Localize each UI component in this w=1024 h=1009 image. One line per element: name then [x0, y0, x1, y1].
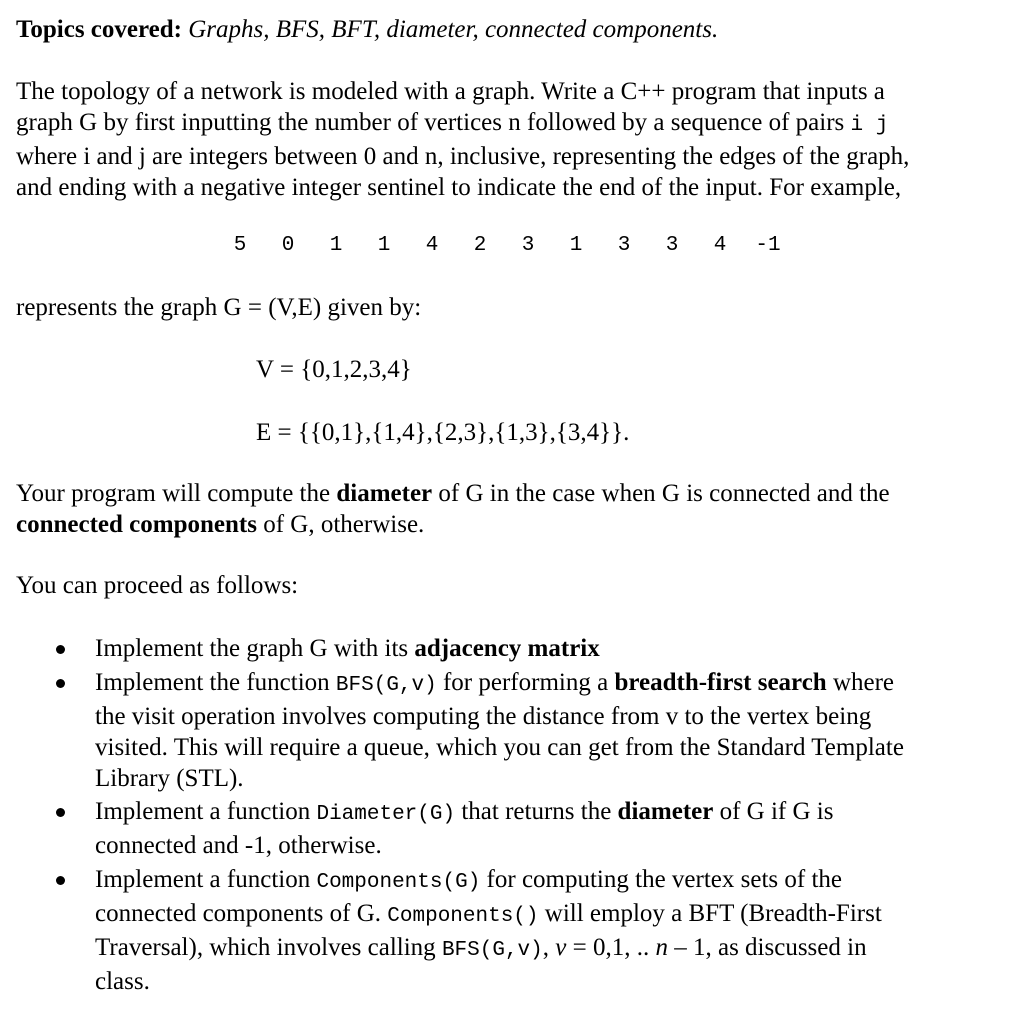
vertex-set: V = {0,1,2,3,4} [256, 356, 412, 383]
example-token: 2 [473, 234, 487, 257]
proceed-text: You can proceed as follows: [16, 572, 299, 599]
bullet-icon [56, 645, 65, 654]
intro-line: and ending with a negative integer sentinel to indicate the end of the input. For example, [16, 174, 902, 201]
list-item: Implement a function Components(G) for computing the vertex sets of the connected components of G. Components() will employ a BFT (Breadth-First Traversal), which involves calling BFS(G,v), v = 0,1, .. n – 1, as discussed in class. [16, 864, 1006, 997]
intro-paragraph [16, 76, 1001, 203]
intro-line: The topology of a network is modeled with a graph. Write a C++ program that inputs a [16, 78, 885, 105]
bullet-icon [56, 876, 65, 885]
list-item: Implement the function BFS(G,v) for performing a breadth-first search where the visit operation involves computing the distance from v to the vertex being visited. This will require a queue, which you can get from the Standard Template Library (STL). [16, 667, 1006, 794]
steps-list [16, 633, 1006, 997]
inline-code: BFS(G,v) [335, 674, 437, 697]
example-token: 3 [617, 234, 631, 257]
intro-line: graph G by first inputting the number of vertices n followed by a sequence of pairs i j [16, 109, 889, 137]
compute-line: Your program will compute the diameter of G in the case when G is connected and the [16, 480, 890, 507]
compute-paragraph [16, 478, 1001, 540]
compute-line: connected components of G, otherwise. [16, 511, 425, 538]
topics-label: Topics covered: [16, 16, 182, 43]
list-item: Implement the graph G with its adjacency matrix [16, 633, 1006, 664]
inline-code: Diameter(G) [316, 803, 456, 826]
example-token: -1 [755, 234, 781, 257]
example-input [216, 230, 792, 261]
inline-code: i j [850, 114, 889, 137]
topics-value: Graphs, BFS, BFT, diameter, connected components. [188, 16, 719, 43]
inline-code: Components() [387, 905, 539, 928]
example-token: 1 [377, 234, 391, 257]
represents-text: represents the graph G = (V,E) given by: [16, 294, 422, 321]
bullet-icon [56, 679, 65, 688]
example-token: 1 [569, 234, 583, 257]
example-token: 3 [665, 234, 679, 257]
example-token: 3 [521, 234, 535, 257]
example-token: 1 [329, 234, 343, 257]
edge-set: E = {{0,1},{1,4},{2,3},{1,3},{3,4}}. [256, 419, 630, 446]
topics-covered [16, 14, 718, 45]
example-token: 4 [713, 234, 727, 257]
intro-line: where i and j are integers between 0 and n, inclusive, representing the edges of the graph, [16, 143, 910, 170]
inline-code: Components(G) [316, 871, 481, 894]
example-token: 5 [233, 234, 247, 257]
list-item: Implement a function Diameter(G) that returns the diameter of G if G is connected and -1, otherwise. [16, 796, 1006, 861]
inline-code: BFS(G,v) [441, 939, 543, 962]
bullet-icon [56, 808, 65, 817]
example-token: 4 [425, 234, 439, 257]
example-token: 0 [281, 234, 295, 257]
